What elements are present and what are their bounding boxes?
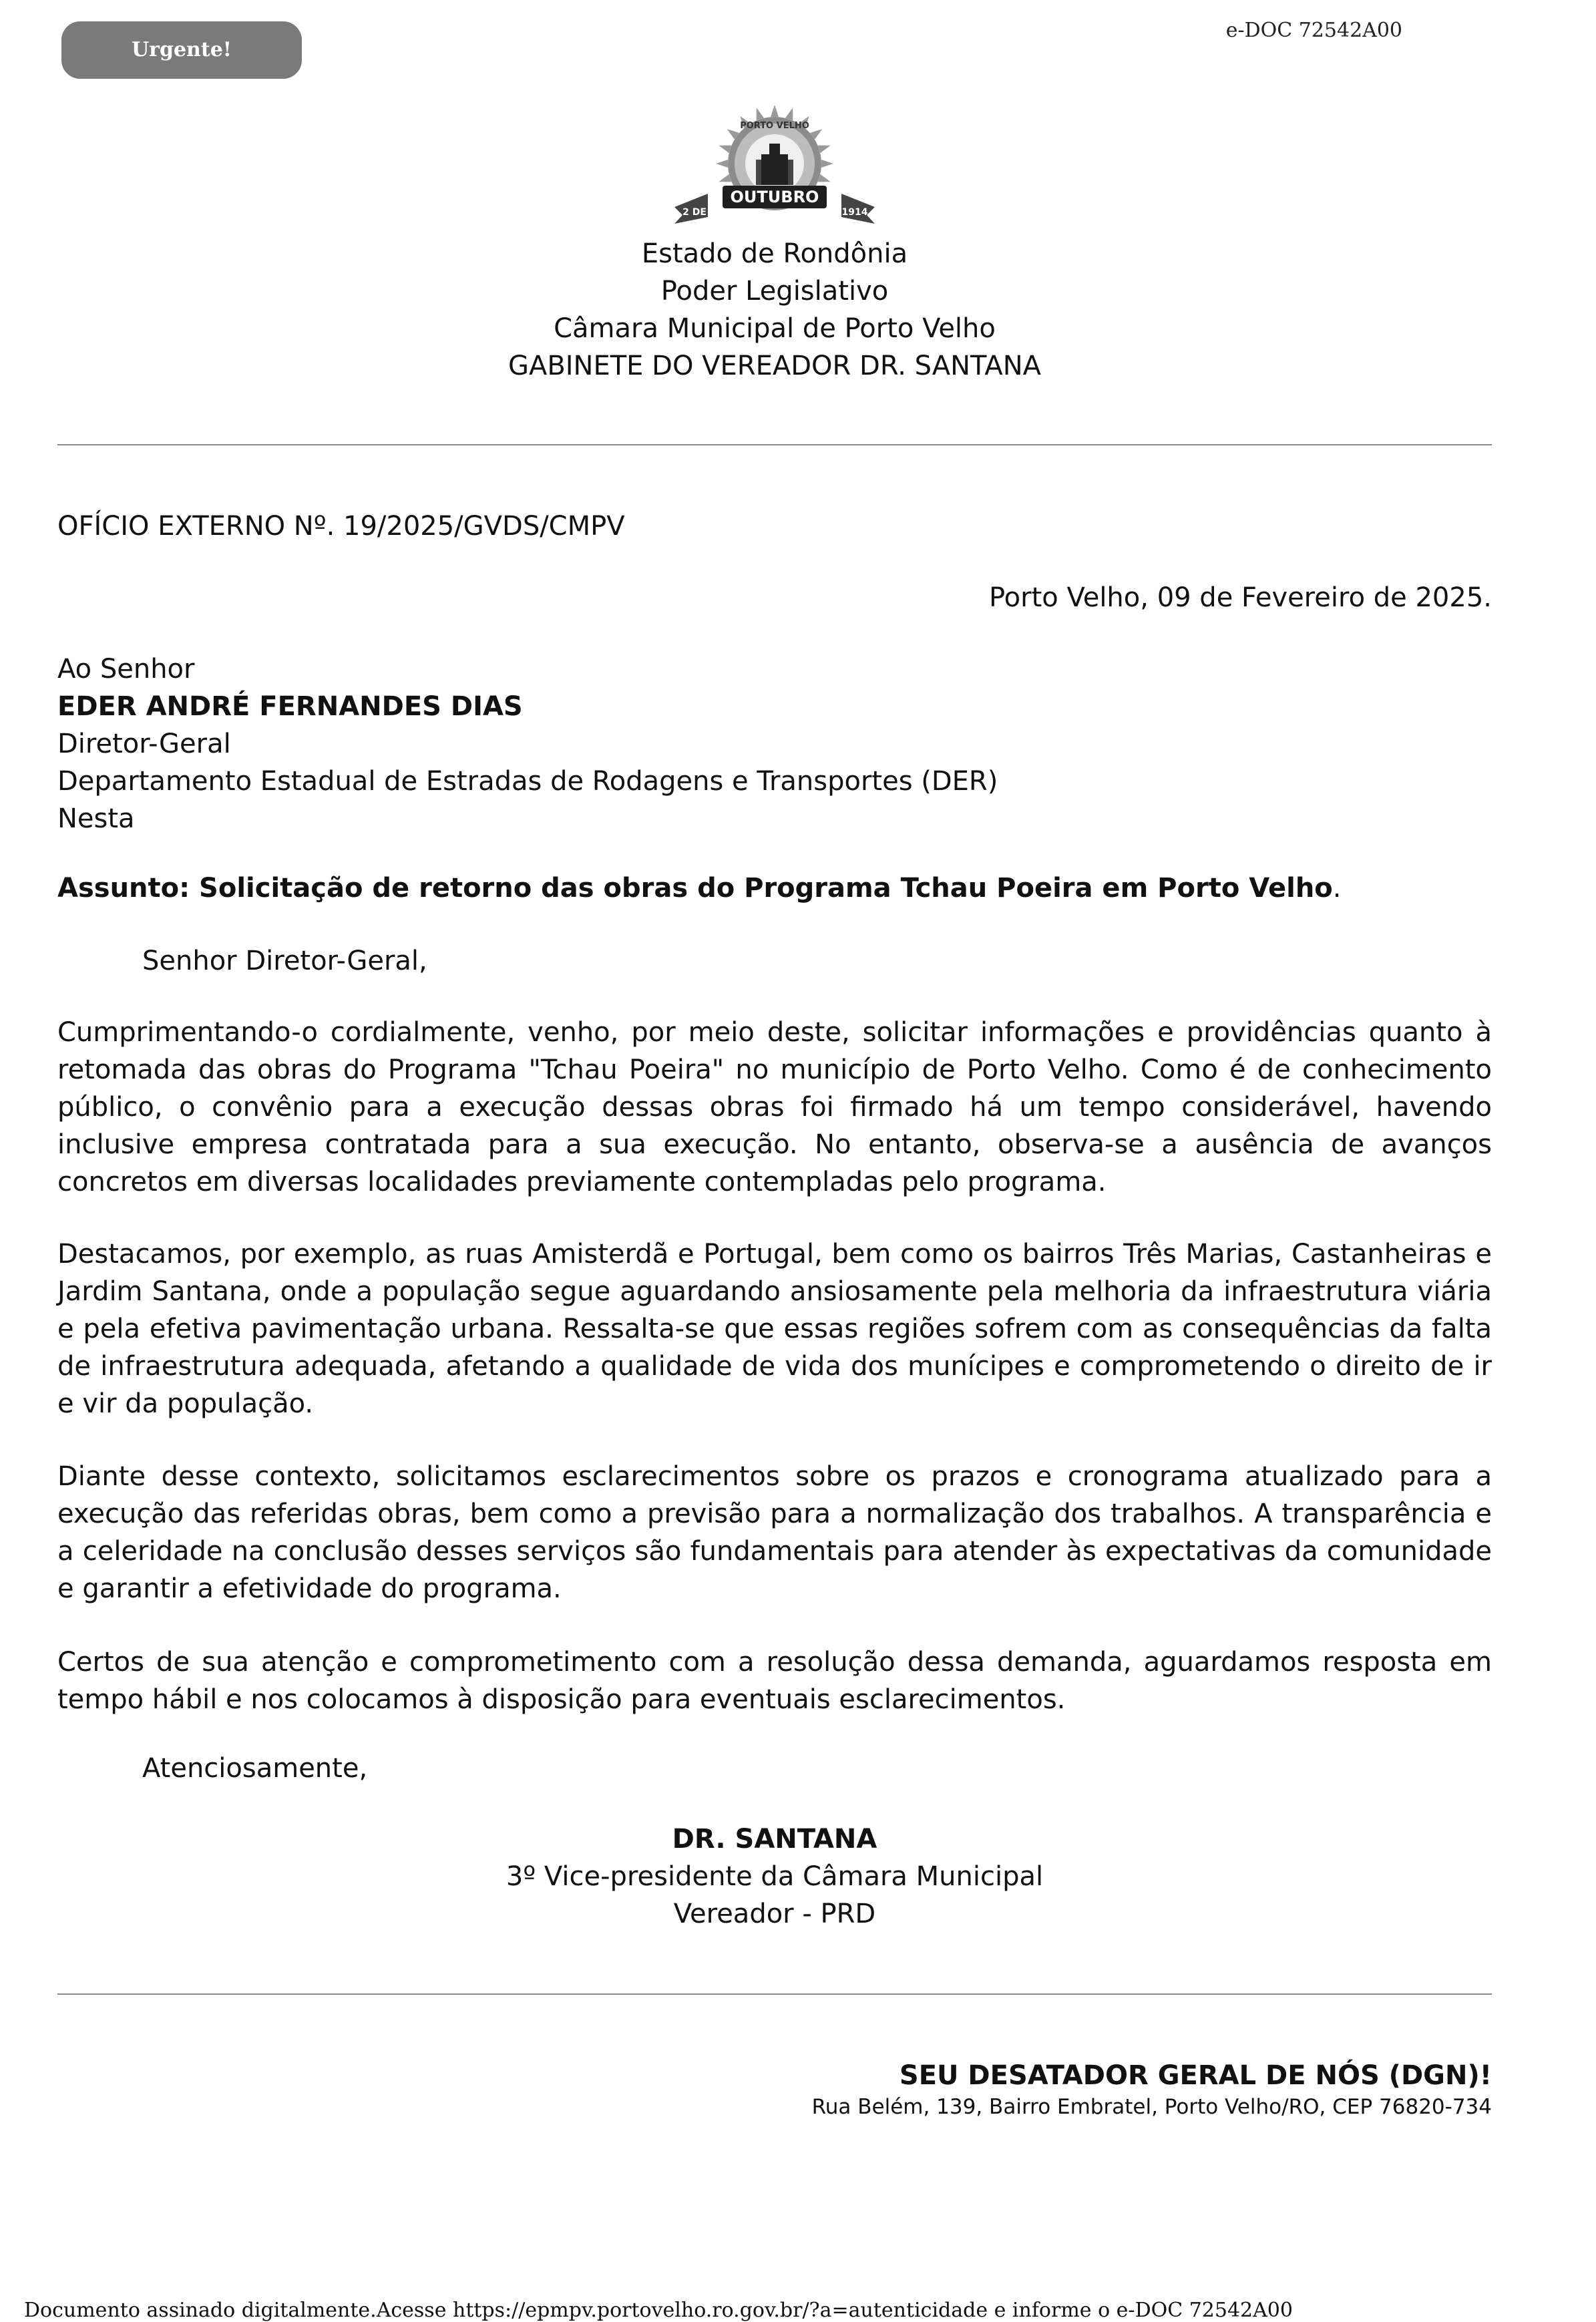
footer-address: Rua Belém, 139, Bairro Embratel, Porto Velho/RO, CEP 76820-734 bbox=[811, 2095, 1492, 2119]
signer-name: DR. SANTANA bbox=[672, 1824, 877, 1855]
body-paragraph-3: Diante desse contexto, solicitamos esclarecimentos sobre os prazos e cronograma atualizado para a execução das referidas obras, bem como a previsão para a normalização dos trabalhos. A transparência e a celeridade na conclusão desses serviços são fundamentais para atender às expectativas da comunidade e garantir a efetividade do programa. bbox=[57, 1461, 1492, 1604]
header-divider bbox=[57, 444, 1492, 445]
edoc-code: e-DOC 72542A00 bbox=[1225, 19, 1402, 42]
subject-text: Assunto: Solicitação de retorno das obras do Programa Tchau Poeira em Porto Velho bbox=[57, 873, 1333, 904]
seal-emblem-icon bbox=[668, 100, 881, 234]
body-paragraph-2: Destacamos, por exemplo, as ruas Amisterdã e Portugal, bem como os bairros Três Marias, Castanheiras e Jardim Santana, onde a população segue aguardando ansiosamente pela melhoria da infraestrutura viária e pela efetiva pavimentação urbana. Ressalta-se que essas regiões sofrem com as consequências da falta de infraestrutura adequada, afetando a qualidade de vida dos munícipes e comprometendo o direito de ir e vir da população. bbox=[57, 1239, 1492, 1419]
footer-divider bbox=[57, 1993, 1492, 1995]
letterhead bbox=[0, 235, 1549, 385]
addressee-department: Departamento Estadual de Estradas de Rodagens e Transportes (DER) bbox=[57, 766, 998, 797]
addressee-block bbox=[57, 650, 998, 837]
subject-line bbox=[57, 869, 1342, 907]
signature-block bbox=[0, 1820, 1549, 1933]
subject-period: . bbox=[1332, 873, 1342, 904]
greeting: Senhor Diretor-Geral, bbox=[142, 946, 427, 976]
document-reference: OFÍCIO EXTERNO Nº. 19/2025/GVDS/CMPV bbox=[57, 511, 625, 542]
svg-text:2 DE: 2 DE bbox=[682, 207, 707, 218]
closing-phrase: Atenciosamente, bbox=[142, 1753, 368, 1784]
urgent-badge: Urgente! bbox=[61, 21, 302, 79]
addressee-salutation: Ao Senhor bbox=[57, 654, 195, 685]
state-name: Estado de Rondônia bbox=[641, 238, 908, 269]
branch-name: Poder Legislativo bbox=[660, 276, 889, 307]
svg-text:1914: 1914 bbox=[841, 207, 868, 218]
office-name: GABINETE DO VEREADOR DR. SANTANA bbox=[508, 351, 1042, 381]
digital-signature-note: Documento assinado digitalmente.Acesse https://epmpv.portovelho.ro.gov.br/?a=autenticidade e informe o e-DOC 72542A00 bbox=[24, 2299, 1293, 2322]
body-paragraph-4: Certos de sua atenção e comprometimento com a resolução dessa demanda, aguardamos resposta em tempo hábil e nos colocamos à disposição para eventuais esclarecimentos. bbox=[57, 1647, 1492, 1715]
addressee-role: Diretor-Geral bbox=[57, 729, 231, 759]
chamber-name: Câmara Municipal de Porto Velho bbox=[554, 313, 996, 344]
document-date: Porto Velho, 09 de Fevereiro de 2025. bbox=[988, 582, 1492, 613]
signer-title: 3º Vice-presidente da Câmara Municipal bbox=[506, 1861, 1044, 1892]
body-paragraph-1: Cumprimentando-o cordialmente, venho, por meio deste, solicitar informações e providências quanto à retomada das obras do Programa "Tchau Poeira" no município de Porto Velho. Como é de conhecimento público, o convênio para a execução dessas obras foi firmado há um tempo considerável, havendo inclusive empresa contratada para a sua execução. No entanto, observa-se a ausência de avanços concretos em diversas localidades previamente contempladas pelo programa. bbox=[57, 1017, 1492, 1197]
addressee-name: EDER ANDRÉ FERNANDES DIAS bbox=[57, 691, 523, 722]
municipal-seal bbox=[668, 100, 881, 234]
signer-office: Vereador - PRD bbox=[673, 1899, 876, 1929]
svg-text:OUTUBRO: OUTUBRO bbox=[730, 188, 819, 206]
addressee-location: Nesta bbox=[57, 803, 135, 834]
footer-motto: SEU DESATADOR GERAL DE NÓS (DGN)! bbox=[899, 2060, 1492, 2091]
svg-text:PORTO VELHO: PORTO VELHO bbox=[740, 121, 809, 131]
